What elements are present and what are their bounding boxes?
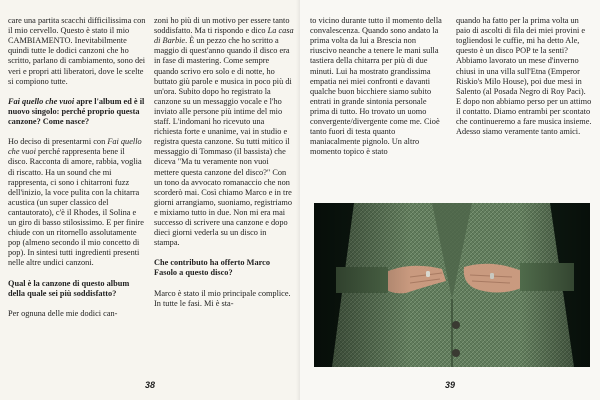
paragraph: Marco è stato il mio principale complice. In tutte le fasi. Mi è sta- <box>154 288 291 308</box>
left-page-column-2 <box>154 6 294 368</box>
right-page-column-2 <box>456 6 592 192</box>
paragraph-text: zoni ho più di un motivo per essere tanto soddisfatto. Ma ti rispondo e dico <box>154 16 290 36</box>
jacket-hands-photo <box>314 203 590 367</box>
right-page <box>300 0 600 400</box>
question: Che contributo ha offerto Marco Fasolo a questo disco? <box>154 258 270 278</box>
paragraph <box>8 137 144 267</box>
paragraph-italic: La casa di Barbie <box>154 26 294 46</box>
photo-illustration <box>314 203 590 367</box>
page-number-left: 38 <box>144 380 155 390</box>
paragraph <box>154 16 294 247</box>
paragraph-text: Ho deciso di presentarmi con <box>8 137 108 147</box>
question <box>8 97 144 126</box>
paragraph: to vicino durante tutto il momento della convalescenza. Quando sono andato la prima volta da lui a Brescia non riuscivo neanche a tenere le mani sulla tastiera della chitarra per più di due minuti. Lui ha mostrato grandissima empatia nei miei confronti e davanti qualche buon bicchiere siamo subito entrati in grande sintonia personale prima di tutto. Ho trovato un uomo convergente/divergente come me. Cioè tanto fuori di testa quanto maniacalmente pignolo. Un altro momento topico è stato <box>310 16 442 157</box>
paragraph-text: perché rappresenta bene il disco. Racconta di amore, rabbia, voglia di riscatto. Ha un sound che mi rappresenta, ci sono i chitarroni fuzz dell'inizio, la voce pulita con la chitarra acustica (un super classico del cantautorato), c'è il Rhodes, il Solina e un giro di basso stilosissimo. E per finire chiude con un ritornello assolutamente pop (almeno secondo il mio concetto di pop). In sintesi tutti ingredienti presenti nelle altre undici canzoni. <box>8 147 144 268</box>
paragraph: Per ognuna delle mie dodici can- <box>8 308 118 318</box>
paragraph: care una partita scacchi difficilissima con il mio cervello. Questo è stato il mio CAMBIAMENTO. Inevitabilmente quindi tutte le dodici canzoni che ho scritto, parlano di cambiamento, sono dei veri e propri atti liberatori, dove le scelte si compiono tutte. <box>8 16 146 86</box>
paragraph-text: . È un pezzo che ho scritto a maggio di quest'anno quando il disco era in fase di mastering. Come sempre quando scrivo ero solo e di notte, ho buttato giù parole e musica in poco più di un'ora. Subito dopo ho registrato la canzone su un messaggio vocale e l'ho inviato alle persone più intime del mio staff. L'indomani ho ricevuto una richiesta forte e unanime, vai in studio e registra questa canzone. Su tutti mitico il messaggio di Tommaso (il bassista) che diceva "Ma tu veramente non vuoi mettere questa canzone del disco?" Con un tono da avvocato romanaccio che non scorderò mai. Così chiamo Marco e in tre giorni arrangiamo, suoniamo, registriamo e mixiamo tutto in due. Non mi era mai successo di scrivere una canzone e dopo dieci giorni vederla su un disco in stampa. <box>154 36 293 248</box>
page-number-right: 39 <box>444 380 455 390</box>
question: Qual è la canzone di questo album della quale sei più soddisfatto? <box>8 278 130 298</box>
left-page-column-1 <box>8 6 146 368</box>
paragraph: quando ha fatto per la prima volta un paio di ascolti di fila dei miei provini e togliendosi le cuffie, mi ha detto Ale, questo è un disco POP te la senti? Abbiamo lavorato un mese d'inverno chiusi in una villa sull'Etna (Emperor Riskio's Milo House), poi due mesi in Salento (al Posada Negro di Roy Paci). E dopo non abbiamo perso per un attimo il contatto. Diamo entrambi per scontato che continueremo a fare musica insieme. Adesso siamo veramente tanto amici. <box>456 16 592 137</box>
paragraph-italic: Fai quello che vuoi <box>8 137 142 157</box>
right-page-column-1 <box>310 6 444 192</box>
question-italic: Fai quello che vuoi <box>8 96 75 106</box>
question-text: apre l'album ed è il nuovo singolo: perché proprio questa canzone? Come nasce? <box>8 96 145 127</box>
